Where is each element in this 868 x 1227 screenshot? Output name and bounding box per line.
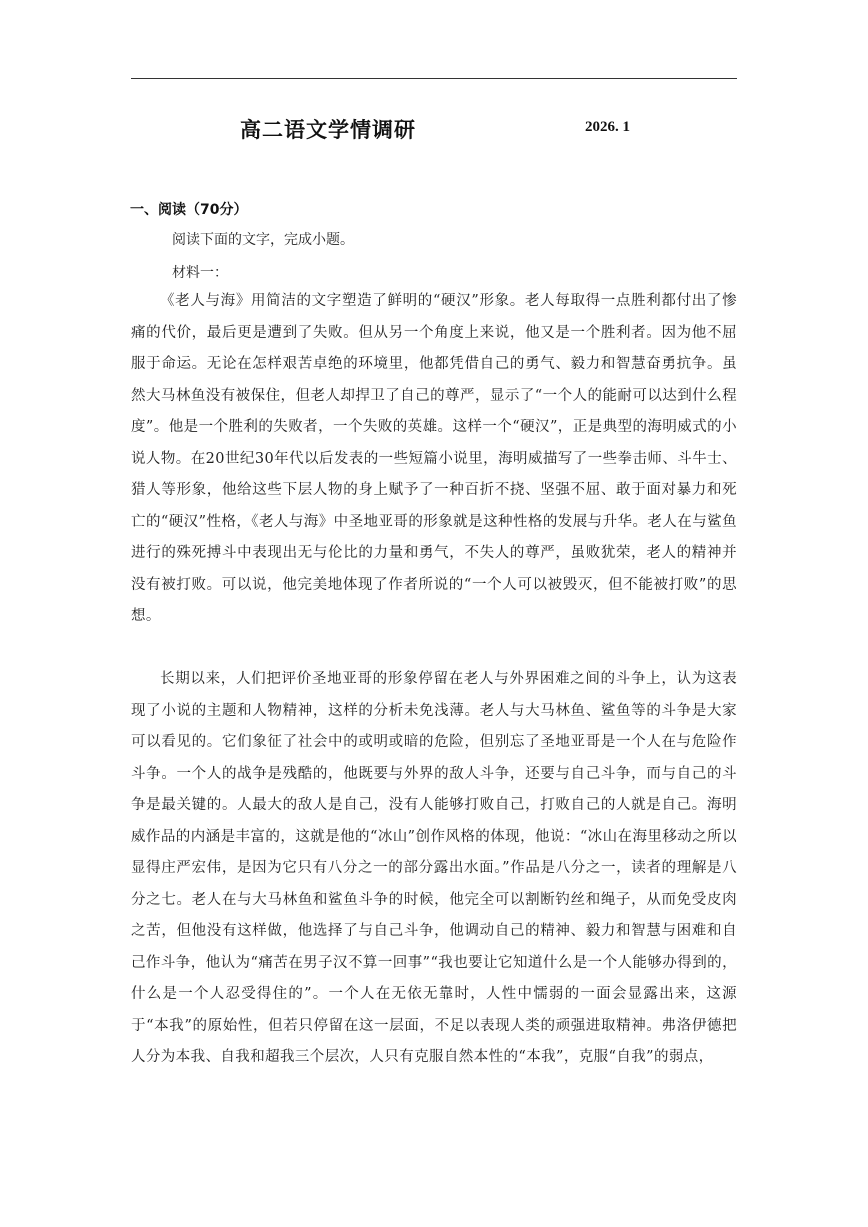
- document-title: 高二语文学情调研: [240, 118, 416, 142]
- paragraph-1: 《老人与海》用简洁的文字塑造了鲜明的“硬汉”形象。老人每取得一点胜利都付出了惨痛的代价，最后更是遭到了失败。但从另一个角度上来说，他又是一个胜利者。因为他不屈服于命运。无论在怎样艰苦卓绝的环境里，他都凭借自己的勇气、毅力和智慧奋勇抗争。虽然大马林鱼没有被保住，但老人却捍卫了自己的尊严，显示了“一个人的能耐可以达到什么程度”。他是一个胜利的失败者，一个失败的英雄。这样一个“硬汉”，正是典型的海明威式的小说人物。在20世纪30年代以后发表的一些短篇小说里，海明威描写了一些拳击师、斗牛士、猎人等形象，他给这些下层人物的身上赋予了一种百折不挠、坚强不屈、敢于面对暴力和死亡的“硬汉”性格，《老人与海》中圣地亚哥的形象就是这种性格的发展与升华。老人在与鲨鱼进行的殊死搏斗中表现出无与伦比的力量和勇气，不失人的尊严，虽败犹荣，老人的精神并没有被打败。可以说，他完美地体现了作者所说的“一个人可以被毁灭，但不能被打败”的思想。: [131, 293, 737, 624]
- reading-instruction: 阅读下面的文字，完成小题。: [172, 232, 354, 248]
- material-label: 材料一：: [172, 265, 228, 281]
- document-date: 2026. 1: [585, 119, 630, 135]
- header-rule: [131, 78, 737, 79]
- section-heading: 一、阅读（70分）: [130, 202, 248, 218]
- paragraph-2: 长期以来，人们把评价圣地亚哥的形象停留在老人与外界困难之间的斗争上，认为这表现了小说的主题和人物精神，这样的分析未免浅薄。老人与大马林鱼、鲨鱼等的斗争是大家可以看见的。它们象征了社会中的或明或暗的危险，但别忘了圣地亚哥是一个人在与危险作斗争。一个人的战争是残酷的，他既要与外界的敌人斗争，还要与自己斗争，而与自己的斗争是最关键的。人最大的敌人是自己，没有人能够打败自己，打败自己的人就是自己。海明威作品的内涵是丰富的，这就是他的“冰山”创作风格的体现，他说：“冰山在海里移动之所以显得庄严宏伟，是因为它只有八分之一的部分露出水面。”作品是八分之一，读者的理解是八分之七。老人在与大马林鱼和鲨鱼斗争的时候，他完全可以割断钓丝和绳子，从而免受皮肉之苦，但他没有这样做，他选择了与自己斗争，他调动自己的精神、毅力和智慧与困难和自己作斗争，他认为“痛苦在男子汉不算一回事”“我也要让它知道什么是一个人能够办得到的，什么是一个人忍受得住的”。一个人在无依无靠时，人性中懦弱的一面会显露出来，这源于“本我”的原始性，但若只停留在这一层面，不足以表现人类的顽强进取精神。弗洛伊德把人分为本我、自我和超我三个层次，人只有克服自然本性的“本我”，克服“自我”的弱点，: [131, 671, 737, 1065]
